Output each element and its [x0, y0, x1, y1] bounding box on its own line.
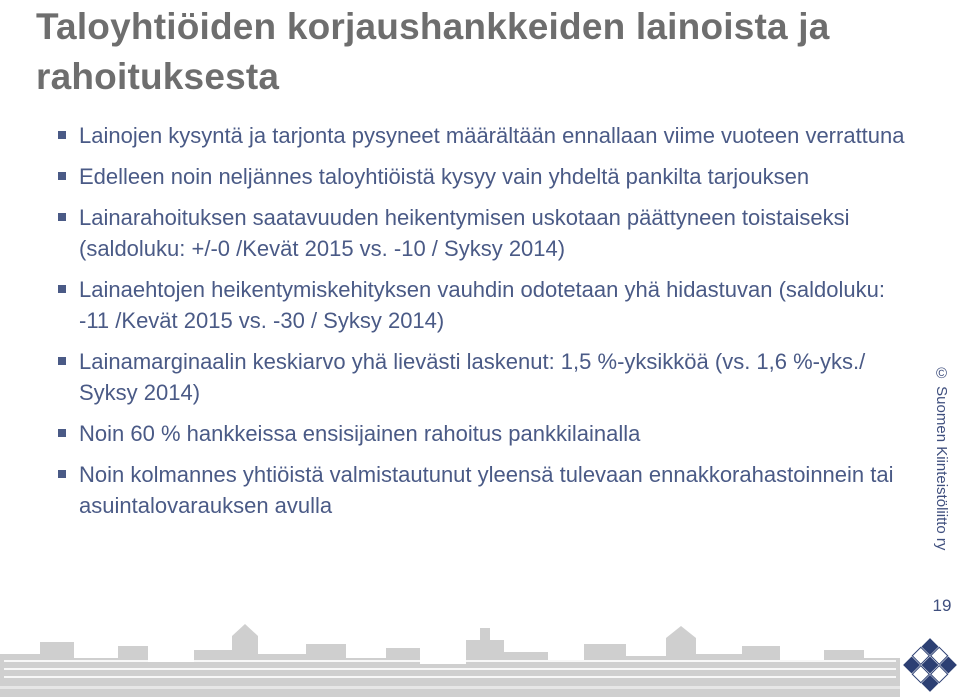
bullet-item [56, 274, 906, 336]
bullet-text: Noin 60 % hankkeissa ensisijainen rahoitus pankkilainalla [79, 421, 641, 446]
square-bullet-icon [58, 172, 66, 180]
square-bullet-icon [58, 470, 66, 478]
bullet-item [56, 202, 906, 264]
square-bullet-icon [58, 429, 66, 437]
bullet-text: Lainojen kysyntä ja tarjonta pysyneet määrältään ennallaan viime vuoteen verrattuna [79, 123, 905, 148]
bullet-item [56, 120, 906, 151]
bullet-item [56, 161, 906, 192]
slide-title: Taloyhtiöiden korjaushankkeiden lainoista ja rahoituksesta [36, 6, 830, 97]
square-bullet-icon [58, 285, 66, 293]
page-number: 19 [932, 596, 952, 615]
city-skyline-silhouette-icon [0, 624, 900, 697]
bullet-text: Lainamarginaalin keskiarvo yhä lievästi laskenut: 1,5 %-yksikköä (vs. 1,6 %-yks./ Syksy 2014) [79, 349, 866, 405]
copyright-notice: © Suomen Kiinteistöliitto ry [933, 365, 950, 551]
bullet-text: Lainaehtojen heikentymiskehityksen vauhdin odotetaan yhä hidastuvan (saldoluku: -11 /Kevät 2015 vs. -30 / Syksy 2014) [79, 277, 885, 333]
square-bullet-icon [58, 213, 66, 221]
bullet-list [56, 120, 906, 531]
bullet-text: Noin kolmannes yhtiöistä valmistautunut yleensä tulevaan ennakkorahastoinnein tai asuintalovarauksen avulla [79, 462, 894, 518]
bullet-item [56, 346, 906, 408]
bullet-text: Edelleen noin neljännes taloyhtiöistä kysyy vain yhdeltä pankilta tarjouksen [79, 164, 810, 189]
bullet-text: Lainarahoituksen saatavuuden heikentymisen uskotaan päättyneen toistaiseksi (saldoluku: +/-0 /Kevät 2015 vs. -10 / Syksy 2014) [79, 205, 850, 261]
bullet-item [56, 418, 906, 449]
square-bullet-icon [58, 131, 66, 139]
diamond-checker-logo-icon [902, 636, 958, 694]
square-bullet-icon [58, 357, 66, 365]
bullet-item [56, 459, 906, 521]
